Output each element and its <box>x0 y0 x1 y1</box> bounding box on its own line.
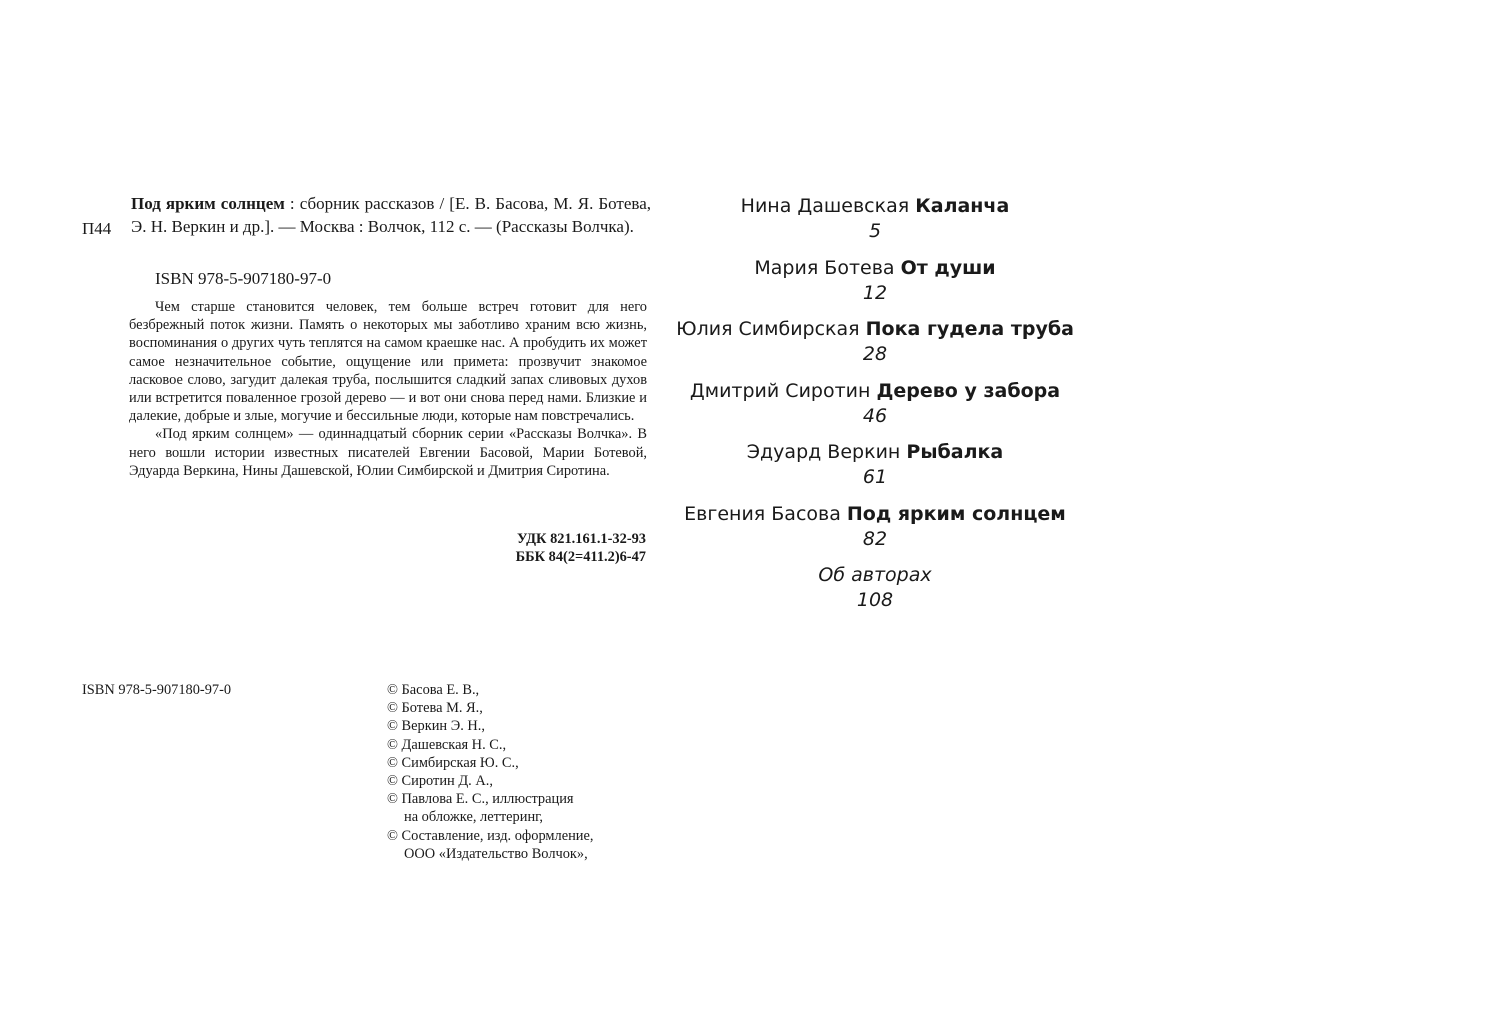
toc-author: Нина Дашевская <box>740 195 916 217</box>
bibliographic-index: П44 <box>82 219 112 238</box>
toc-author: Эдуард Веркин <box>746 441 907 463</box>
table-of-contents <box>676 193 1500 624</box>
toc-page-number: 5 <box>868 220 882 242</box>
toc-title: Рыбалка <box>906 441 1004 463</box>
copyright-list <box>387 681 647 863</box>
toc-entry[interactable] <box>500 193 1250 255</box>
toc-title: Каланча <box>915 195 1010 217</box>
toc-title: От души <box>900 256 996 279</box>
toc-author: Мария Ботева <box>754 256 901 279</box>
toc-page-number: 46 <box>862 404 888 427</box>
toc-page-number: 12 <box>862 281 888 304</box>
right-page <box>676 0 1500 1034</box>
toc-line <box>500 501 1250 527</box>
bbk-code: ББК 84(2=411.2)6-47 <box>515 549 646 565</box>
toc-line <box>500 316 1250 342</box>
bibliographic-details: : сборник рассказов / [Е. В. Басова, М. Я. Ботева, Э. Н. Веркин и др.]. — Москва : Волчок, 112 с. — (Рассказы Волчка). <box>131 194 652 236</box>
toc-page-number: 108 <box>856 589 894 611</box>
udk-code: УДК 821.161.1-32-93 <box>517 531 646 547</box>
copyright-line: © Ботева М. Я., <box>387 700 483 717</box>
toc-entry[interactable] <box>500 316 1250 378</box>
toc-entry[interactable] <box>500 378 1250 440</box>
toc-page-number: 28 <box>862 343 888 365</box>
copyright-line: © Симбирская Ю. С., <box>387 754 519 771</box>
toc-line <box>500 439 1250 465</box>
annotation-paragraph: Чем старше становится человек, тем больше встреч готовит для него безбрежный поток жизни. Память о некоторых мы заботливо храним всю жизнь, воспоминания о других чуть теплятся на самом краешке нас. А пробудить их может самое незначительное событие, ощущение или примета: прозвучит знакомое ласковое слово, загудит далекая труба, послышится сладкий запах сливовых духов или встретится поваленное грозой дерево — и вот они снова перед нами. Близкие и далекие, добрые и злые, могучие и бессильные люди, которые нам повстречались. <box>129 299 647 425</box>
bibliographic-isbn: ISBN 978-5-907180-97-0 <box>155 269 332 288</box>
copyright-line: © Павлова Е. С., иллюстрация <box>387 791 574 808</box>
toc-line <box>500 255 1250 281</box>
toc-line <box>500 193 1250 219</box>
copyright-line: © Составление, изд. оформление, <box>387 827 594 844</box>
toc-entry[interactable] <box>500 255 1250 317</box>
copyright-line: © Дашевская Н. С., <box>387 736 507 753</box>
isbn-footer: ISBN 978-5-907180-97-0 <box>82 682 232 698</box>
toc-entry-about-authors[interactable] <box>500 562 1250 624</box>
copyright-line: © Басова Е. В., <box>387 682 480 698</box>
toc-page-number: 61 <box>862 466 888 488</box>
toc-author: Дмитрий Сиротин <box>689 379 877 402</box>
toc-title: Пока гудела труба <box>865 318 1074 340</box>
annotation-paragraph: «Под ярким солнцем» — одиннадцатый сборник серии «Рассказы Волчка». В него вошли истории известных писателей Евгении Басовой, Марии Ботевой, Эдуарда Веркина, Нины Дашевской, Юлии Симбирской и Дмитрия Сиротина. <box>129 426 647 479</box>
toc-entry[interactable] <box>500 501 1250 563</box>
book-title: Под ярким солнцем <box>131 194 285 213</box>
copyright-line: © Сиротин Д. А., <box>387 773 493 790</box>
toc-page-number: 82 <box>862 527 888 550</box>
toc-title: Дерево у забора <box>876 379 1061 402</box>
copyright-line: ООО «Издательство Волчок», <box>404 845 588 862</box>
toc-about-label: Об авторах <box>818 564 932 586</box>
toc-entry[interactable] <box>500 439 1250 501</box>
copyright-line: © Веркин Э. Н., <box>387 718 485 735</box>
toc-title: Под ярким солнцем <box>846 502 1066 525</box>
toc-author: Евгения Басова <box>684 502 847 525</box>
toc-line <box>500 378 1250 404</box>
copyright-line: на обложке, леттеринг, <box>404 809 544 826</box>
toc-author: Юлия Симбирская <box>676 318 866 340</box>
